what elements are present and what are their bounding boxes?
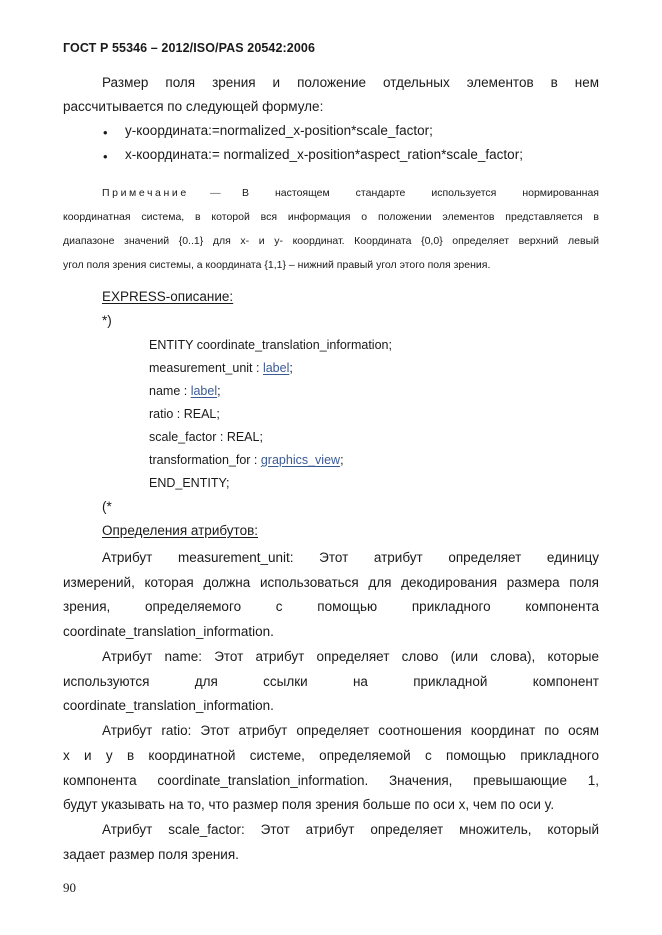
document-header: ГОСТ Р 55346 – 2012/ISO/PAS 20542:2006 (63, 41, 315, 55)
bullet-marker: • (103, 125, 108, 140)
def-name-line-3: coordinate_translation_information. (63, 698, 274, 713)
def-ratio-line-2: x и y в координатной системе, определяемой с помощью прикладного (63, 748, 599, 763)
intro-line-2: рассчитывается по следующей формуле: (63, 99, 324, 114)
express-attr-ratio: ratio : REAL; (149, 407, 220, 421)
def-measurement-unit-line-2: измерений, которая должна использоваться для декодирования размера поля (63, 575, 599, 590)
express-close-marker: (* (102, 499, 112, 514)
express-attr-scale-factor: scale_factor : REAL; (149, 430, 263, 444)
note-label: Примечание (102, 187, 189, 199)
graphics-view-link[interactable]: graphics_view (260, 453, 341, 467)
def-name-line-1: Атрибут name: Этот атрибут определяет слово (или слова), которые (102, 649, 599, 664)
express-heading: EXPRESS-описание: (102, 289, 234, 304)
note-line-3: диапазоне значений {0..1} для x- и y- координат. Координата {0,0} определяет верхний левый (63, 235, 599, 247)
def-name-line-2: используются для ссылки на прикладной компонент (63, 674, 599, 689)
note-first-line (102, 181, 599, 205)
intro-line-1: Размер поля зрения и положение отдельных элементов в нем (102, 75, 599, 90)
def-ratio-line-4: будут указывать на то, что размер поля зрения больше по оси x, чем по оси y. (63, 797, 555, 812)
bullet-item: y-координата:=normalized_x-position*scale_factor; (125, 123, 433, 138)
express-entity-line: ENTITY coordinate_translation_information; (149, 338, 392, 352)
express-attr-name: name : label; (149, 384, 221, 398)
bullet-marker: • (103, 149, 108, 164)
label-type-link[interactable]: label (190, 384, 218, 398)
express-end-entity: END_ENTITY; (149, 476, 230, 490)
note-dash: — (210, 187, 221, 199)
page-number: 90 (63, 880, 76, 895)
note-line-4: угол поля зрения системы, а координата {1,1} – нижний правый угол этого поля зрения. (63, 259, 491, 271)
definitions-heading: Определения атрибутов: (102, 523, 259, 538)
express-open-marker: *) (102, 313, 112, 328)
bullet-item: x-координата:= normalized_x-position*aspect_ration*scale_factor; (125, 147, 523, 162)
def-measurement-unit-line-3: зрения, определяемого с помощью прикладного компонента (63, 599, 599, 614)
def-measurement-unit-line-1: Атрибут measurement_unit: Этот атрибут определяет единицу (102, 550, 599, 565)
express-attr-measurement-unit: measurement_unit : label; (149, 361, 293, 375)
express-attr-transformation-for: transformation_for : graphics_view; (149, 453, 344, 467)
def-scale-factor-line-2: задает размер поля зрения. (63, 847, 239, 862)
note-line-1: В настоящем стандарте используется нормированная (242, 187, 599, 199)
note-line-2: координатная система, в которой вся информация о положении элементов представляется в (63, 211, 599, 223)
def-measurement-unit-line-4: coordinate_translation_information. (63, 624, 274, 639)
def-ratio-line-3: компонента coordinate_translation_information. Значения, превышающие 1, (63, 773, 599, 788)
def-ratio-line-1: Атрибут ratio: Этот атрибут определяет соотношения координат по осям (102, 723, 599, 738)
label-type-link[interactable]: label (262, 361, 290, 375)
def-scale-factor-line-1: Атрибут scale_factor: Этот атрибут определяет множитель, который (102, 822, 599, 837)
